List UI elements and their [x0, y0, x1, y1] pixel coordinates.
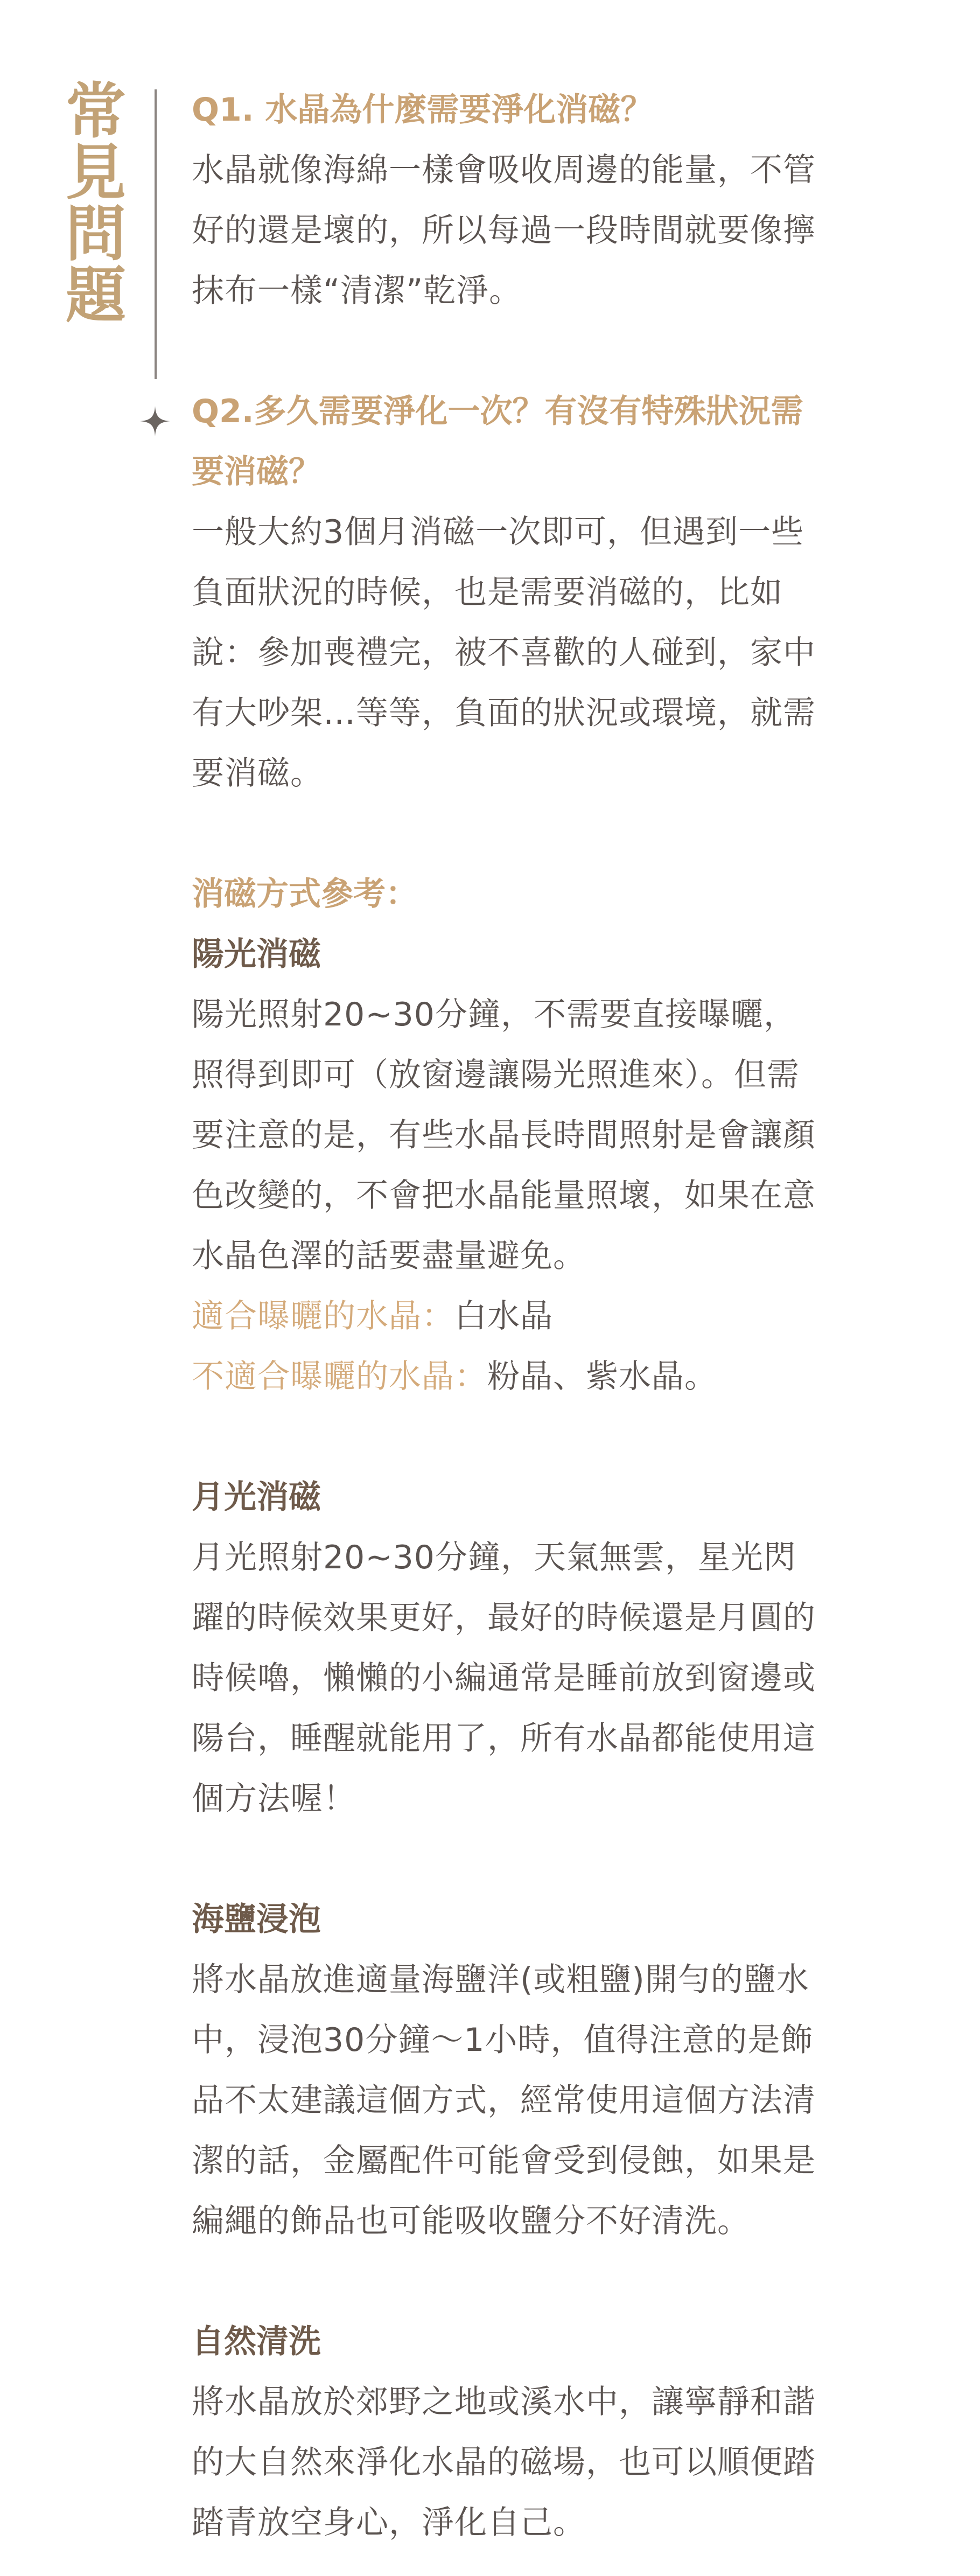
method-line: 將水晶放於郊野之地或溪水中，讓寧靜和諧	[192, 2383, 816, 2421]
method-line: 時候嚕，懶懶的小編通常是睡前放到窗邊或	[192, 1659, 816, 1697]
method-line: 躍的時候效果更好，最好的時候還是月圓的	[192, 1599, 816, 1637]
faq-answer-line: 說：參加喪禮完，被不喜歡的人碰到，家中	[192, 634, 816, 672]
suitable-crystals	[192, 1286, 902, 1346]
unsuitable-crystals	[192, 1346, 902, 1407]
side-title-char: 常	[66, 76, 126, 146]
faq-answer-line: 抹布一樣“清潔”乾淨。	[192, 272, 522, 310]
suitable-value: 白水晶	[454, 1297, 553, 1335]
method-line: 的大自然來淨化水晶的磁場，也可以順便踏	[192, 2444, 816, 2481]
method-line: 潔的話，金屬配件可能會受到侵蝕，如果是	[192, 2142, 816, 2180]
faq-answer-line: 一般大約3個月消磁一次即可，但遇到一些	[192, 513, 804, 551]
vertical-divider	[155, 89, 157, 379]
faq-question-2-line: Q2.多久需要淨化一次？有沒有特殊狀況需	[192, 393, 803, 430]
side-title-char: 題	[66, 260, 126, 331]
method-line: 個方法喔！	[192, 1780, 356, 1818]
faq-side-title	[64, 76, 128, 331]
method-line: 要注意的是，有些水晶長時間照射是會讓顏	[192, 1116, 816, 1154]
method-title-sea-salt: 海鹽浸泡	[192, 1901, 321, 1938]
method-line: 編繩的飾品也可能吸收鹽分不好清洗。	[192, 2202, 750, 2240]
method-line: 陽台，睡醒就能用了，所有水晶都能使用這	[192, 1720, 816, 1757]
method-title-sunlight: 陽光消磁	[192, 936, 321, 973]
method-line: 水晶色澤的話要盡量避免。	[192, 1237, 586, 1275]
method-line: 品不太建議這個方式，經常使用這個方法清	[192, 2082, 816, 2119]
method-line: 照得到即可（放窗邊讓陽光照進來）。但需	[192, 1056, 800, 1094]
side-title-char: 見	[66, 137, 126, 208]
faq-answer-line: 好的還是壞的，所以每過一段時間就要像擰	[192, 212, 816, 249]
faq-answer-line: 水晶就像海綿一樣會吸收周邊的能量，不管	[192, 151, 816, 189]
unsuitable-value: 粉晶、紫水晶。	[487, 1358, 717, 1395]
faq-question-1: Q1. 水晶為什麼需要淨化消磁？	[192, 91, 653, 129]
methods-heading: 消磁方式參考：	[192, 875, 418, 913]
faq-answer-line: 負面狀況的時候，也是需要消磁的，比如	[192, 574, 783, 611]
method-line: 色改變的，不會把水晶能量照壞，如果在意	[192, 1177, 816, 1214]
sparkle-icon	[139, 405, 171, 437]
faq-answer-line: 要消磁。	[192, 755, 323, 792]
method-line: 月光照射20~30分鐘，天氣無雲，星光閃	[192, 1539, 796, 1576]
method-line: 中，浸泡30分鐘～1小時，值得注意的是飾	[192, 2021, 814, 2059]
method-line: 陽光照射20~30分鐘，不需要直接曝曬，	[192, 996, 796, 1034]
faq-content	[192, 80, 902, 2553]
faq-question-2-line: 要消磁？	[192, 453, 321, 491]
method-line: 將水晶放進適量海鹽洋(或粗鹽)開勻的鹽水	[192, 1961, 809, 1999]
method-line: 踏青放空身心，淨化自己。	[192, 2504, 586, 2542]
faq-answer-line: 有大吵架…等等，負面的狀況或環境，就需	[192, 694, 816, 732]
unsuitable-label: 不適合曝曬的水晶：	[192, 1358, 487, 1395]
method-title-nature: 自然清洗	[192, 2323, 321, 2361]
method-title-moonlight: 月光消磁	[192, 1478, 321, 1516]
side-title-char: 問	[66, 199, 126, 269]
suitable-label: 適合曝曬的水晶：	[192, 1297, 454, 1335]
